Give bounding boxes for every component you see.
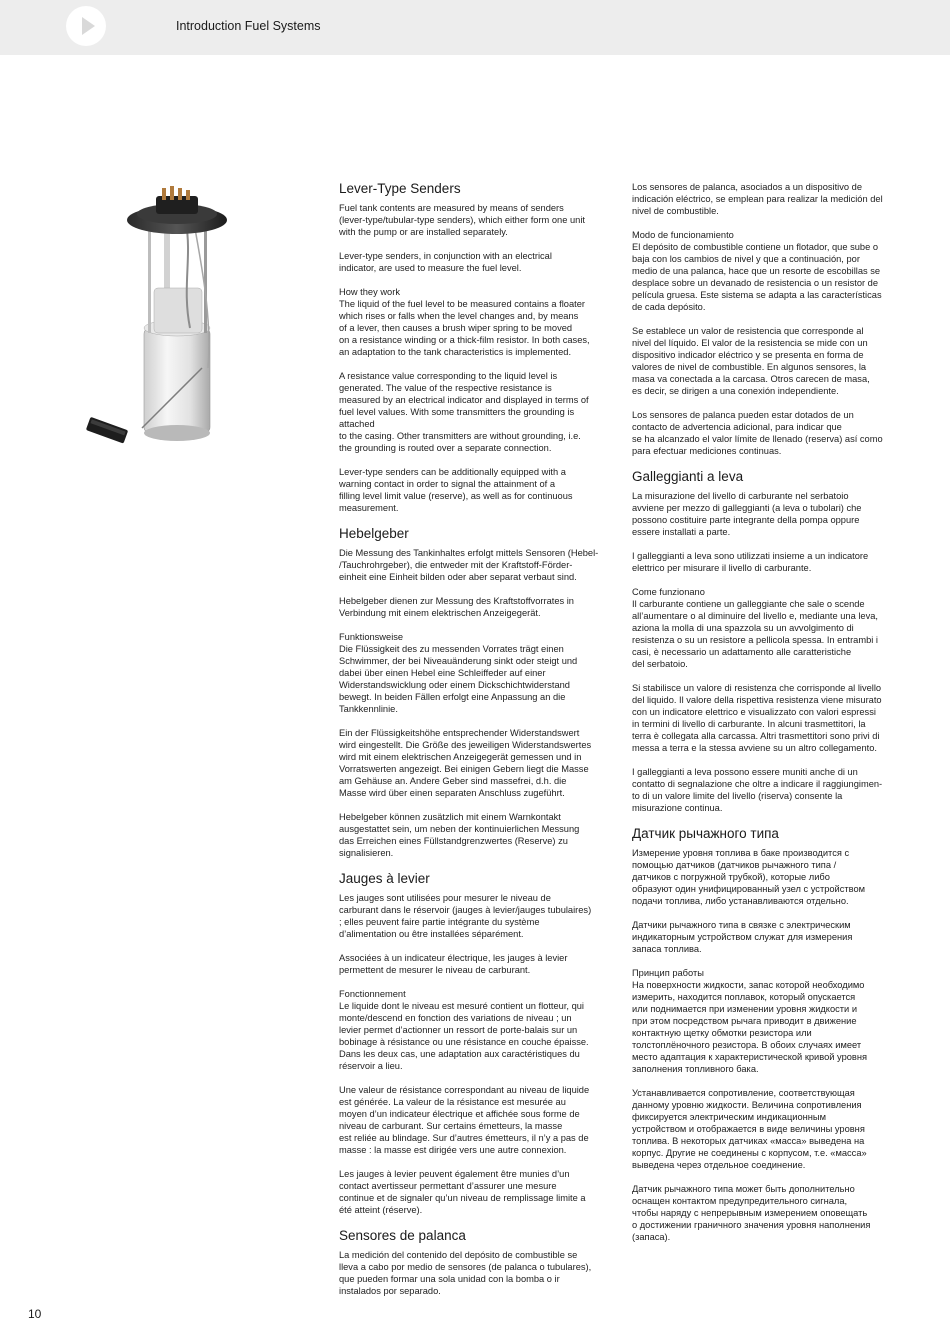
paragraph: Fonctionnement Le liquide dont le niveau est mesuré contient un flotteur, qui monte/descend en fonction des variations de niveau ; un levier permet d’actionner un ressort de porte-balais sur un bobinage à résistance ou une résistance en couche épaisse. Dans les deux cas, une adaptation aux caractéristiques du réservoir a lieu. bbox=[339, 989, 589, 1071]
paragraph: Lever-type senders can be additionally equipped with a warning contact in order to signal the attainment of a filling level limit value (reserve), as well as for continuous measurement. bbox=[339, 467, 573, 513]
section-galleggianti-a-leva bbox=[632, 469, 908, 814]
paragraph: Come funzionano Il carburante contiene un galleggiante che sale o scende all’aumentare o al diminuire del livello e, mediante una leva, aziona la molla di una spazzola su un avvolgimento di resistenza o su un resistore a pellicola spessa. In entrambi i casi, è necessario un adattamento alle caratteristiche del serbatoio. bbox=[632, 587, 878, 669]
section-hebelgeber bbox=[339, 526, 615, 859]
paragraph: Hebelgeber dienen zur Messung des Kraftstoffvorrates in Verbindung mit einem elektrischen Anzeigegerät. bbox=[339, 596, 574, 618]
paragraph: Принцип работы На поверхности жидкости, запас которой необходимо измерить, находится поплавок, который опускается или поднимается при изменении уровня жидкости и при этом посредством рычага приводит в движение контактную щетку обмотки резистора или толстоплёночного резистора. В обоих случаях имеет место адаптация к характеристической кривой уровня заполнения топливного бака. bbox=[632, 968, 868, 1074]
paragraph: Устанавливается сопротивление, соответствующая данному уровню жидкости. Величина сопротивления фиксируется электрическим индикационным устройством и отображается в виде величины уровня топлива. В некоторых датчиках «масса» выведена на корпус. Другие не соединены с корпусом, т.е. «масса» выведена через отдельное соединение. bbox=[632, 1088, 867, 1170]
paragraph: Se establece un valor de resistencia que corresponde al nivel del líquido. El valor de la resistencia se mide con un dispositivo indicador eléctrico y se presenta en forma de valores de nivel de combustible. En algunos sensores, la masa va conectada a la carcasa. Otros carecen de masa, es decir, se dirigen a una conexión independiente. bbox=[632, 326, 870, 396]
paragraph: La misurazione del livello di carburante nel serbatoio avviene per mezzo di galleggianti (a leva o tubolari) che possono costituire parte integrante della pompa oppure essere installati a parte. bbox=[632, 491, 862, 537]
section-title: Galleggianti a leva bbox=[632, 469, 744, 484]
fuel-pump-sender-image bbox=[82, 178, 282, 463]
paragraph: Hebelgeber können zusätzlich mit einem Warnkontakt ausgestattet sein, um neben der kontinuierlichen Messung das Erreichen eines Füllstandgrenzwertes (Reserve) zu signalisieren. bbox=[339, 812, 580, 858]
paragraph: Los sensores de palanca pueden estar dotados de un contacto de advertencia adicional, para indicar que se ha alcanzado el valor límite de llenado (reserva) así como para efectuar mediciones continuas. bbox=[632, 410, 883, 456]
section-sensores-de-palanca-continued bbox=[632, 181, 908, 457]
left-column bbox=[339, 181, 615, 1309]
paragraph: A resistance value corresponding to the liquid level is generated. The value of the respective resistance is measured by an electrical indicator and displayed in terms of fuel level values. With some transmitters the grounding is attached to the casing. Other transmitters are without grounding, i.e. the grounding is routed over a separate connection. bbox=[339, 371, 589, 453]
paragraph: Les jauges à levier peuvent également être munies d’un contact avertisseur permettant d’assurer une mesure continue et de signaler qu’un niveau de remplissage limite a été atteint (réserve). bbox=[339, 1169, 586, 1215]
paragraph: I galleggianti a leva possono essere muniti anche di un contatto di segnalazione che oltre a indicare il raggiungimen- to di un valore limite del livello (riserva) consente la misurazione continua. bbox=[632, 767, 883, 813]
right-column bbox=[632, 181, 908, 1255]
paragraph: La medición del contenido del depósito de combustible se lleva a cabo por medio de sensores (de palanca o tubulares), que pueden formar una sola unidad con la bomba o ir instalados por separado. bbox=[339, 1250, 592, 1296]
paragraph: Une valeur de résistance correspondant au niveau de liquide est générée. La valeur de la résistance est mesurée au moyen d’un indicateur électrique et affichée sous forme de niveau de carburant. Sur certains émetteurs, la masse est reliée au blindage. Sur d’autres émetteurs, il n’y a pas de masse : la masse est dirigée vers une autre connexion. bbox=[339, 1085, 590, 1155]
paragraph: How they work The liquid of the fuel level to be measured contains a floater which rises or falls when the level changes and, by means of a lever, then causes a brush wiper spring to be moved on a resistance winding or a thick-film resistor. In both cases, an adaptation to the tank characteristics is implemented. bbox=[339, 287, 590, 357]
paragraph: Датчик рычажного типа может быть дополнительно оснащен контактом предупредительного сигнала, чтобы наряду с непрерывным измерением оповещать о достижении граничного значения уровня наполнения (запаса). bbox=[632, 1184, 871, 1242]
section-title: Jauges à levier bbox=[339, 871, 430, 886]
header-band bbox=[0, 0, 950, 55]
paragraph: I galleggianti a leva sono utilizzati insieme a un indicatore elettrico per misurare il livello di carburante. bbox=[632, 551, 869, 573]
page-header-title: Introduction Fuel Systems bbox=[176, 19, 321, 33]
section-title: Lever-Type Senders bbox=[339, 181, 461, 196]
paragraph: Ein der Flüssigkeitshöhe entsprechender Widerstandswert wird eingestellt. Die Größe des jeweiligen Widerstandswertes wird mit einem elektrischen Anzeigegerät gemessen und in Vorratswerten angezeigt. Bei einigen Gebern liegt die Masse am Gehäuse an. Andere Geber sind massefrei, d.h. die Masse wird über einen separaten Anschluss zugeführt. bbox=[339, 728, 592, 798]
section-jauges-a-levier bbox=[339, 871, 615, 1216]
section-lever-type-senders bbox=[339, 181, 615, 514]
paragraph: Les jauges sont utilisées pour mesurer le niveau de carburant dans le réservoir (jauges à levier/jauges tubulaires) ; elles peuvent faire partie intégrante du système d’alimentation ou être installées séparément. bbox=[339, 893, 592, 939]
paragraph: Funktionsweise Die Flüssigkeit des zu messenden Vorrates trägt einen Schwimmer, der bei Niveauänderung sinkt oder steigt und dabei über einen Hebel eine Schleiffeder auf einer Widerstandswicklung oder einem Dickschichtwiderstand bewegt. In beiden Fällen erfolgt eine Anpassung an die Tankkennlinie. bbox=[339, 632, 578, 714]
paragraph: Измерение уровня топлива в баке производится с помощью датчиков (датчиков рычажного типа / датчиков с погружной трубкой), которые либо образуют один унифицированный узел с устройством подачи топлива, либо устанавливаются отдельно. bbox=[632, 848, 866, 906]
paragraph: Lever-type senders, in conjunction with an electrical indicator, are used to measure the fuel level. bbox=[339, 251, 552, 273]
paragraph: Датчики рычажного типа в связке с электрическим индикаторным устройством служат для измерения запаса топлива. bbox=[632, 920, 853, 954]
section-title: Датчик рычажного типа bbox=[632, 826, 779, 841]
play-icon[interactable] bbox=[66, 6, 106, 46]
section-datchik-rychazhnogo-tipa bbox=[632, 826, 908, 1243]
paragraph: Si stabilisce un valore di resistenza che corrisponde al livello del liquido. Il valore della rispettiva resistenza viene misurato con un indicatore elettrico e visualizzato con valori espressi in termini di livello di carburante. In alcuni trasmettitori, la terra è collegata alla carcassa. Altri trasmettitori sono privi di messa a terra e la stessa avviene su un altro collegamento. bbox=[632, 683, 882, 753]
play-arrow-icon bbox=[66, 6, 106, 46]
paragraph: Associées à un indicateur électrique, les jauges à levier permettent de mesurer le niveau de carburant. bbox=[339, 953, 568, 975]
page-number: 10 bbox=[28, 1307, 42, 1321]
section-title: Hebelgeber bbox=[339, 526, 409, 541]
paragraph: Die Messung des Tankinhaltes erfolgt mittels Sensoren (Hebel- /Tauchrohrgeber), die entweder mit der Kraftstoff-Förder- einheit eine Einheit bilden oder aber separat verbaut sind. bbox=[339, 548, 599, 582]
paragraph: Los sensores de palanca, asociados a un dispositivo de indicación eléctrico, se emplean para realizar la medición del nivel de combustible. bbox=[632, 182, 883, 216]
paragraph: Modo de funcionamiento El depósito de combustible contiene un flotador, que sube o baja con los cambios de nivel y que a continuación, por medio de una palanca, hace que un resorte de escobillas se desplace sobre un devanado de resistencia o un resistor de película gruesa. Este sistema se adapta a las características de cada depósito. bbox=[632, 230, 882, 312]
paragraph: Fuel tank contents are measured by means of senders (lever-type/tubular-type senders), which either form one unit with the pump or are installed separately. bbox=[339, 203, 585, 237]
section-sensores-de-palanca bbox=[339, 1228, 615, 1297]
section-title: Sensores de palanca bbox=[339, 1228, 466, 1243]
